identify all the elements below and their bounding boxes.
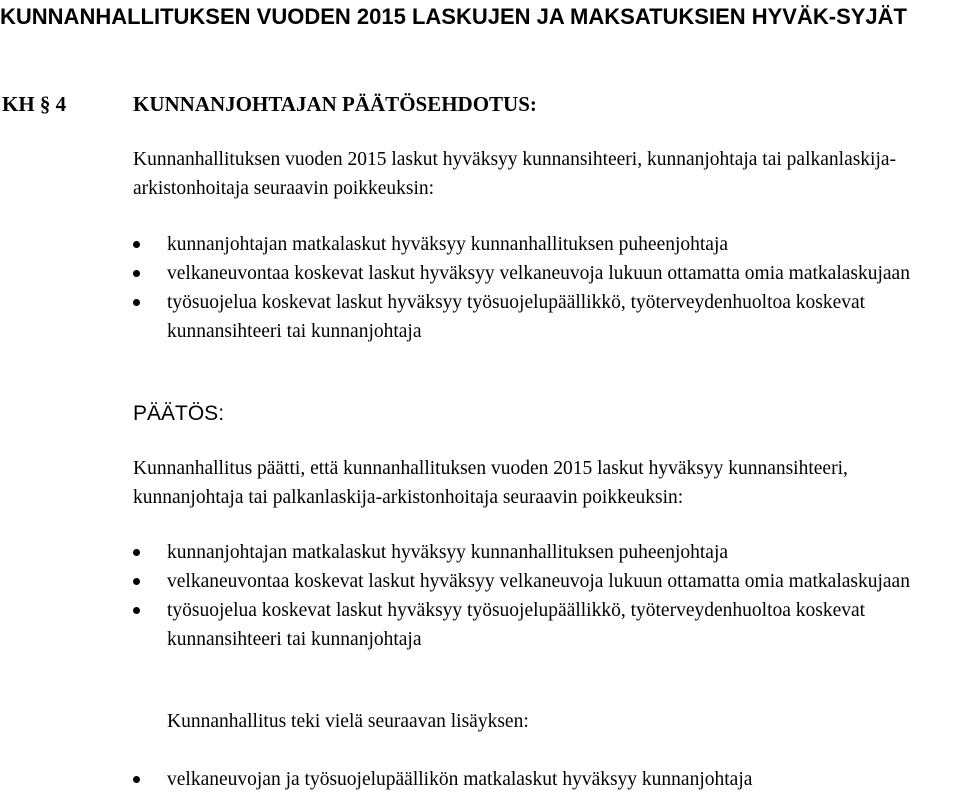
decision-bullet-text: velkaneuvontaa koskevat laskut hyväksyy velkaneuvoja lukuun ottamatta omia matkalaskujaan [167,571,910,592]
list-item [133,765,933,794]
proposal-bullet-text: kunnanjohtajan matkalaskut hyväksyy kunnanhallituksen puheenjohtaja [167,234,729,255]
item-number: KH § 4 [2,92,67,116]
list-item [133,259,933,288]
decision-heading: PÄÄTÖS: [133,402,225,425]
proposal-bullet-text: velkaneuvontaa koskevat laskut hyväksyy velkaneuvoja lukuun ottamatta omia matkalaskujaan [167,263,910,284]
list-item [133,230,933,259]
proposal-text: Kunnanhallituksen vuoden 2015 laskut hyväksyy kunnansihteeri, kunnanjohtaja tai palkanlaskija-arkistonhoitaja seuraavin poikkeuksin: [133,149,897,199]
bullet-icon [133,299,140,306]
list-item [133,288,933,346]
proposal-heading: KUNNANJOHTAJAN PÄÄTÖSEHDOTUS: [133,92,537,116]
decision-bullet-list [133,538,933,654]
addition-text: Kunnanhallitus teki vielä seuraavan lisäyksen: [167,711,529,732]
bullet-icon [133,776,140,783]
bullet-icon [133,549,140,556]
list-item [133,538,933,567]
bullet-icon [133,578,140,585]
list-item [133,596,933,654]
proposal-bullet-text: työsuojelua koskevat laskut hyväksyy työsuojelupäällikkö, työterveydenhuoltoa koskevat kunnansihteeri tai kunnanjohtaja [167,292,866,342]
list-item [133,567,933,596]
decision-text: Kunnanhallitus päätti, että kunnanhallituksen vuoden 2015 laskut hyväksyy kunnansihteeri, kunnanjohtaja tai palkanlaskija-arkistonhoitaja seuraavin poikkeuksin: [133,458,848,508]
decision-bullet-text: kunnanjohtajan matkalaskut hyväksyy kunnanhallituksen puheenjohtaja [167,542,729,563]
page-title: KUNNANHALLITUKSEN VUODEN 2015 LASKUJEN JA MAKSATUKSIEN HYVÄK-SYJÄT [0,4,907,29]
addition-bullet-text: velkaneuvojan ja työsuojelupäällikön matkalaskut hyväksyy kunnanjohtaja [167,769,753,790]
proposal-bullet-list [133,230,933,346]
addition-bullet-list [133,765,933,794]
bullet-icon [133,241,140,248]
bullet-icon [133,270,140,277]
bullet-icon [133,607,140,614]
decision-bullet-text: työsuojelua koskevat laskut hyväksyy työsuojelupäällikkö, työterveydenhuoltoa koskevat kunnansihteeri tai kunnanjohtaja [167,600,866,650]
